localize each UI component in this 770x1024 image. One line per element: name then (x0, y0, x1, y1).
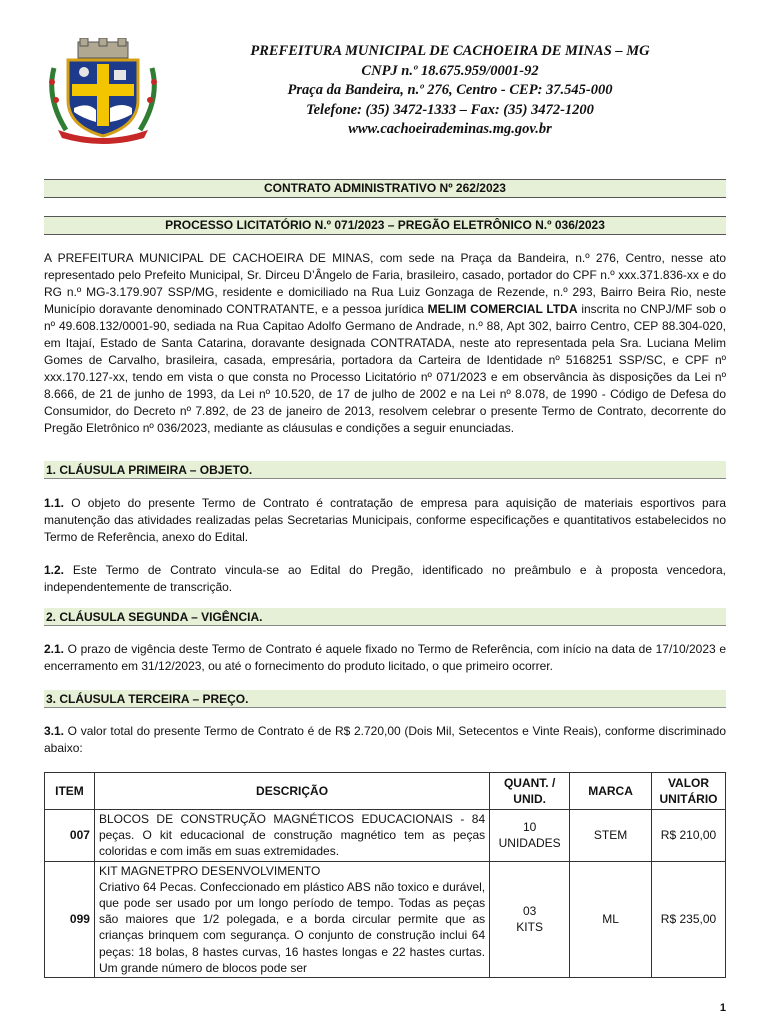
item-unit-price: R$ 210,00 (652, 810, 726, 862)
intro-text-after: inscrita no CNPJ/MF sob o nº 49.608.132/0001-90, sediada na Rua Capitao Adolfo Germano de Andrade, n.º 88, Apt 302, bairro Centro, CEP 88.304-020, em Itajaí, Estado de Santa Catarina, doravante designada CONTRATADA, neste ato representada pela Sra. Luciana Melim Gomes de Carvalho, brasileira, casada, empresária, portadora da Carteira de Identidade nº 5168251 SSP/SC, e CPF nº xxx.170.127-xx, tendo em vista o que consta no Processo Licitatório nº 071/2023 e em observância às disposições da Lei nº 8.666, de 21 de junho de 1993, da Lei nº 10.520, de 17 de julho de 2002 e na Lei nº 8.078, de 1990 - Código de Defesa do Consumidor, do Decreto nº 7.892, de 23 de janeiro de 2013, resolvem celebrar o presente Termo de Contrato, decorrente do Pregão Eletrônico nº 036/2023, mediante as cláusulas e condições a seguir enunciadas. (44, 302, 727, 435)
clause-text: Este Termo de Contrato vincula-se ao Edital do Pregão, identificado no preâmbulo e à proposta vencedora, independentemente de transcrição. (44, 563, 726, 594)
table-row (45, 810, 726, 862)
clause-2-1 (44, 641, 726, 675)
item-number: 007 (45, 810, 95, 862)
clause-3-1 (44, 723, 726, 757)
header-website[interactable]: www.cachoeirademinas.mg.gov.br (348, 121, 552, 137)
item-description: BLOCOS DE CONSTRUÇÃO MAGNÉTICOS EDUCACIONAIS - 84 peças. O kit educacional de construção magnético tem as peças coloridas e com imãs em suas extremidades. (94, 810, 489, 862)
quantity-value: 03 (522, 904, 537, 919)
col-header-item: ITEM (45, 773, 95, 810)
clause-text: O valor total do presente Termo de Contrato é de R$ 2.720,00 (Dois Mil, Setecentos e Vinte Reais), conforme discriminado abaixo: (44, 724, 726, 755)
clause-1-heading: 1. CLÁUSULA PRIMEIRA – OBJETO. (44, 461, 726, 479)
clause-text: O objeto do presente Termo de Contrato é contratação de empresa para aquisição de materiais esportivos para manutenção das atividades realizadas pelas Secretarias Municipais, conforme especificações e quantitativos estabelecidos no Termo de Referência, anexo do Edital. (44, 496, 726, 544)
header-phone: Telefone: (35) 3472-1333 – Fax: (35) 3472-1200 (306, 101, 594, 118)
clause-number: 1.2. (44, 563, 65, 577)
price-header-line1: VALOR (667, 776, 710, 790)
clause-2-heading: 2. CLÁUSULA SEGUNDA – VIGÊNCIA. (44, 608, 726, 626)
header-address: Praça da Bandeira, n.º 276, Centro - CEP: 37.545-000 (287, 82, 613, 98)
clause-1-2 (44, 562, 726, 596)
table-row (45, 861, 726, 977)
col-header-unit-price (652, 773, 726, 810)
letterhead (170, 42, 730, 140)
header-title: PREFEITURA MUNICIPAL DE CACHOEIRA DE MINAS – MG (250, 43, 650, 59)
item-quantity (490, 810, 570, 862)
col-header-description: DESCRIÇÃO (94, 773, 489, 810)
contract-title: CONTRATO ADMINISTRATIVO Nº 262/2023 (44, 179, 726, 198)
item-description (94, 861, 489, 977)
clause-1-1 (44, 495, 726, 546)
quantity-header-line1: QUANT. / (503, 776, 556, 790)
item-quantity (490, 861, 570, 977)
clause-number: 1.1. (44, 496, 65, 510)
item-description-title: KIT MAGNETPRO DESENVOLVIMENTO (98, 863, 321, 878)
quantity-value: 10 (522, 820, 537, 835)
item-description-body: Criativo 64 Pecas. Confeccionado em plástico ABS não toxico e durável, que pode ser usado por um longo período de tempo. Todas as peças são maiores que 1/2 polegada, e a borda circular permite que as crianças brinquem com segurança. O conjunto de construção inclui 64 peças: 18 bolas, 8 hastes curvas, 16 hastes longas e 22 hastes curtas. Um grande número de blocos pode ser (98, 879, 486, 975)
company-name: MELIM COMERCIAL LTDA (427, 302, 578, 316)
quantity-unit: UNIDADES (498, 836, 561, 851)
municipal-crest-icon (44, 38, 162, 144)
item-brand: STEM (570, 810, 652, 862)
col-header-quantity (490, 773, 570, 810)
clause-text: O prazo de vigência deste Termo de Contrato é aquele fixado no Termo de Referência, com início na data de 17/10/2023 e encerramento em 31/12/2023, ou até o fornecimento do produto licitado, o que primeiro ocorrer. (44, 642, 726, 673)
clause-3-heading: 3. CLÁUSULA TERCEIRA – PREÇO. (44, 690, 726, 708)
intro-text-before: A PREFEITURA MUNICIPAL DE CACHOEIRA DE MINAS, com sede na Praça da Bandeira, n.º 276, Centro, nesse ato representado pelo Prefeito Municipal, Sr. Dirceu D’Ângelo de Faria, brasileiro, casado, portador do CPF n.º xxx.371.836-xx e do RG n.º MG-3.179.907 SSP/MG, residente e domiciliado na Rua Luiz Gonzaga de Rezende, n.º 293, Bairro Beira Rio, neste Município doravante denominado CONTRATANTE, e a pessoa jurídica (44, 251, 726, 316)
clause-number: 3.1. (44, 724, 65, 738)
quantity-unit: KITS (516, 920, 543, 935)
table-header-row (45, 773, 726, 810)
col-header-brand: MARCA (570, 773, 652, 810)
item-number: 099 (45, 861, 95, 977)
quantity-header-line2: UNID. (513, 792, 546, 806)
header-cnpj: CNPJ n.º 18.675.959/0001-92 (361, 62, 539, 79)
clause-number: 2.1. (44, 642, 65, 656)
item-unit-price: R$ 235,00 (652, 861, 726, 977)
items-table (44, 772, 726, 978)
intro-paragraph (44, 250, 726, 437)
price-header-line2: UNITÁRIO (659, 792, 718, 806)
process-title: PROCESSO LICITATÓRIO N.º 071/2023 – PREGÃO ELETRÔNICO N.º 036/2023 (44, 216, 726, 235)
page-number: 1 (719, 1002, 726, 1014)
item-brand: ML (570, 861, 652, 977)
